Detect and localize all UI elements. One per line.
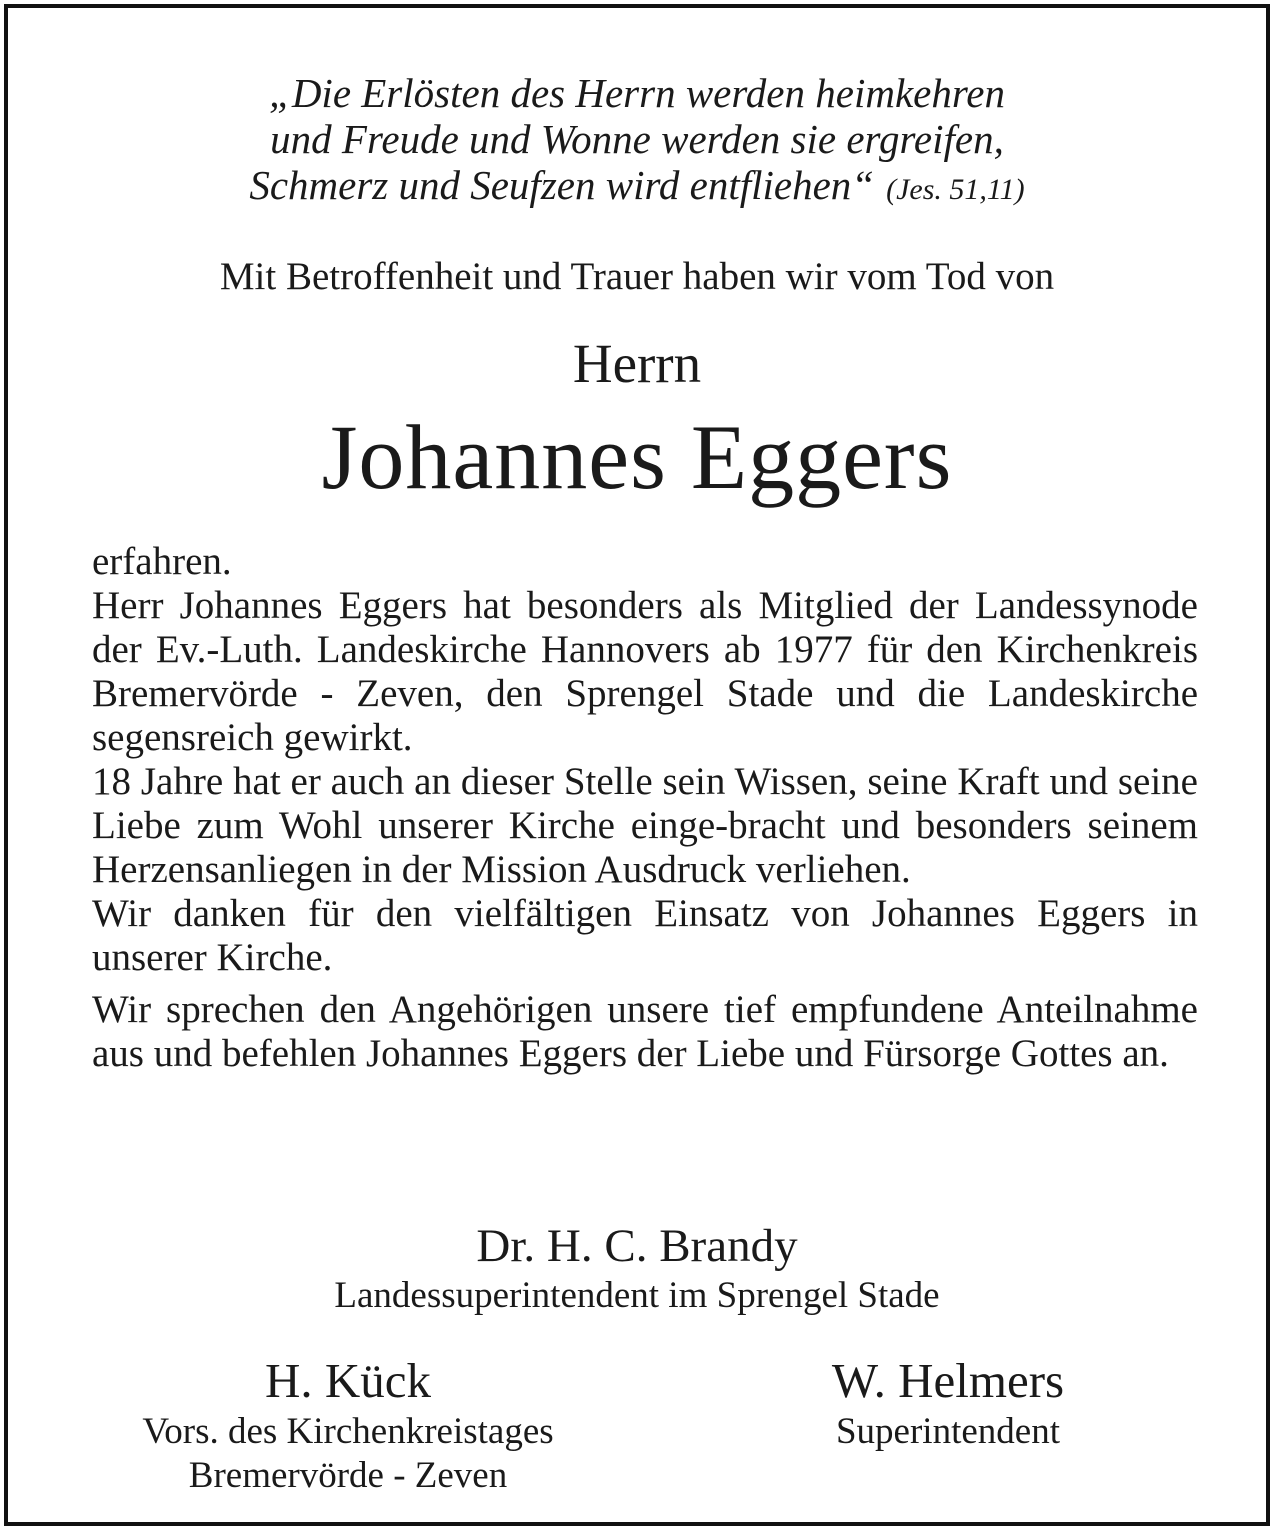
- signature-main-role: Landessuperintendent im Sprengel Stade: [334, 1275, 940, 1316]
- quote-line-2: und Freude und Wonne werden sie ergreifen,: [270, 116, 1004, 162]
- quote-reference: (Jes. 51,11): [886, 173, 1025, 206]
- signature-left: [68, 1352, 628, 1498]
- paragraph-4: Wir danken für den vielfältigen Einsatz von Johannes Eggers in unserer Kirche.: [92, 892, 1198, 979]
- salutation: Herrn: [572, 333, 702, 394]
- paragraph-2: Herr Johannes Eggers hat besonders als Mitglied der Landessynode der Ev.-Luth. Landeskirche Hannovers ab 1977 für den Kirchenkreis Bremervörde - Zeven, den Sprengel Stade und die Landeskirche segensreich gewirkt.: [92, 584, 1198, 759]
- signature-right-role: Superintendent: [835, 1411, 1060, 1452]
- signature-right: [708, 1352, 1188, 1454]
- signature-left-role-2: Bremervörde - Zeven: [188, 1455, 508, 1496]
- signature-main-name: Dr. H. C. Brandy: [476, 1220, 798, 1272]
- quote-line-3: [8, 162, 1266, 213]
- deceased-name: Johannes Eggers: [321, 406, 953, 508]
- signature-main: [8, 1218, 1266, 1318]
- quote-line-3-text: Schmerz und Seufzen wird entfliehen“: [249, 162, 875, 208]
- paragraph-3: 18 Jahre hat er auch an dieser Stelle sein Wissen, seine Kraft und seine Liebe zum Wohl unserer Kirche einge-bracht und besonders seinem Herzensanliegen in der Mission Ausdruck verliehen.: [92, 760, 1198, 891]
- quote-line-1: „Die Erlösten des Herrn werden heimkehren: [269, 70, 1005, 116]
- obituary-body: [92, 540, 1198, 1076]
- paragraph-5: Wir sprechen den Angehörigen unsere tief empfundene Anteilnahme aus und befehlen Johannes Eggers der Liebe und Fürsorge Gottes an.: [92, 988, 1198, 1075]
- signature-left-role-1: Vors. des Kirchenkreistages: [142, 1411, 554, 1452]
- obituary-notice: [4, 4, 1270, 1526]
- bible-quote: [8, 70, 1266, 213]
- signature-right-name: W. Helmers: [831, 1353, 1065, 1408]
- intro-line: Mit Betroffenheit und Trauer haben wir vom Tod von: [219, 255, 1055, 298]
- paragraph-1: erfahren.: [92, 540, 232, 583]
- signature-left-name: H. Kück: [264, 1353, 432, 1408]
